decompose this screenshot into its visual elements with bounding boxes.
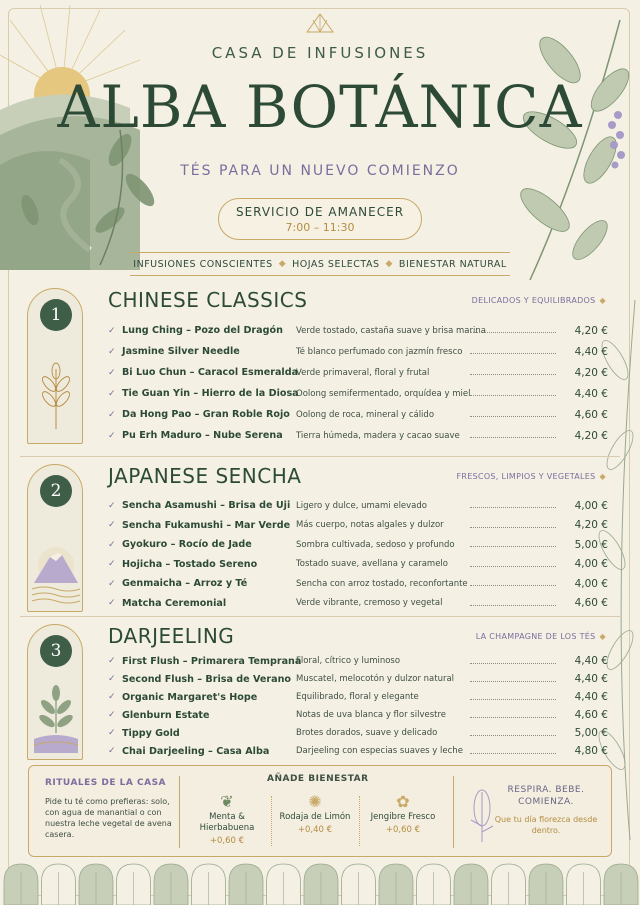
tea-name: Gyokuro – Rocío de Jade — [122, 539, 252, 551]
leaf-check-icon: ✓ — [108, 674, 116, 684]
tea-name: Chai Darjeeling – Casa Alba — [122, 745, 270, 757]
tea-list — [108, 496, 608, 613]
footer-divider — [179, 776, 180, 848]
section-darjeeling — [20, 624, 620, 764]
tea-name: Sencha Fukamushi – Mar Verde — [122, 519, 291, 531]
list-item — [108, 425, 608, 446]
leaf-check-icon: ✓ — [108, 430, 116, 441]
addon-price: +0,60 € — [209, 836, 245, 846]
arch-border-decoration — [0, 860, 640, 905]
section-divider — [20, 616, 620, 617]
list-item — [108, 742, 608, 760]
tea-price: 4,00 € — [574, 558, 608, 571]
section-title: CHINESE CLASSICS — [108, 288, 308, 312]
list-item — [108, 362, 608, 383]
list-item — [108, 341, 608, 362]
breath-words: RESPIRA. BEBE. COMIENZA. — [507, 785, 585, 807]
tagline: TÉS PARA UN NUEVO COMIENZO — [180, 163, 460, 179]
list-item — [108, 688, 608, 706]
tea-price: 4,60 € — [574, 597, 608, 610]
tea-name: Organic Margaret's Hope — [122, 691, 258, 703]
mint-leaf-icon: ❦ — [220, 792, 234, 811]
tea-sprig-icon — [38, 359, 74, 429]
service-hours: 7:00 – 11:30 — [285, 221, 355, 234]
tea-price: 4,00 € — [574, 577, 608, 590]
list-item — [108, 706, 608, 724]
brand-title: ALBA BOTÁNICA — [57, 73, 583, 141]
section-subtitle: LA CHAMPAGNE DE LOS TÉS ◆ — [475, 632, 606, 641]
rituals-text: Pide tu té como prefieras: solo, con agua de manantial o con nuestra leche vegetal de avena casera. — [45, 797, 172, 839]
addon-price: +0,40 € — [297, 825, 333, 835]
house-subtitle: CASA DE INFUSIONES — [211, 44, 429, 62]
tea-price: 4,40 € — [574, 673, 608, 685]
ribbon-item: BIENESTAR NATURAL — [398, 258, 507, 270]
dot-leader — [470, 507, 556, 508]
tea-price: 4,20 € — [574, 429, 608, 442]
section-chinese-classics — [20, 288, 620, 448]
addon-name: Rodaja de Limón — [279, 812, 351, 822]
tea-list — [108, 652, 608, 760]
tea-description: Verde vibrante, cremoso y vegetal — [296, 598, 443, 609]
fan-ornament-icon — [305, 12, 335, 34]
addon-divider — [271, 796, 272, 846]
dot-leader — [470, 585, 556, 586]
tea-list — [108, 320, 608, 446]
section-number: 2 — [40, 475, 72, 507]
dot-leader — [470, 717, 556, 718]
addon-mint — [187, 792, 267, 846]
section-japanese-sencha — [20, 464, 620, 614]
values-ribbon — [130, 252, 510, 276]
dot-leader — [470, 699, 556, 700]
leaf-check-icon: ✓ — [108, 746, 116, 756]
tea-description: Muscatel, melocotón y dulzor natural — [296, 674, 455, 684]
rituals-title: RITUALES DE LA CASA — [45, 778, 167, 788]
dot-leader — [470, 753, 556, 754]
leaf-check-icon: ✓ — [108, 578, 116, 589]
leaf-check-icon: ✓ — [108, 559, 116, 570]
tea-name: Tippy Gold — [122, 727, 180, 739]
tea-plant-icon — [32, 683, 80, 753]
dot-leader — [470, 566, 556, 567]
tea-name: Pu Erh Maduro – Nube Serena — [122, 430, 283, 441]
tea-name: Bi Luo Chun – Caracol Esmeralda — [122, 367, 299, 378]
leaf-check-icon: ✓ — [108, 710, 116, 720]
leaf-check-icon: ✓ — [108, 520, 116, 531]
ginger-icon: ✿ — [396, 792, 410, 811]
tea-name: Glenburn Estate — [122, 709, 210, 721]
leaf-check-icon: ✓ — [108, 367, 116, 378]
tea-description: Más cuerpo, notas algales y dulzor — [296, 520, 444, 531]
footer-panel — [28, 765, 612, 857]
ribbon-item: HOJAS SELECTAS — [292, 258, 380, 270]
leaf-check-icon: ✓ — [108, 346, 116, 357]
lemon-slice-icon: ✺ — [308, 792, 322, 811]
tea-description: Tierra húmeda, madera y cacao suave — [296, 430, 460, 441]
tea-name: Second Flush – Brisa de Verano — [122, 673, 292, 685]
tea-description: Verde tostado, castaña suave y brisa marina — [296, 325, 486, 336]
section-badge — [27, 624, 83, 760]
footer-divider — [453, 776, 454, 848]
list-item — [108, 535, 608, 555]
tea-name: Genmaicha – Arroz y Té — [122, 578, 248, 590]
tea-price: 4,20 € — [574, 324, 608, 337]
service-badge — [218, 198, 422, 240]
tea-price: 4,20 € — [574, 366, 608, 379]
tea-name: Jasmine Silver Needle — [122, 346, 240, 357]
tea-price: 4,40 € — [574, 691, 608, 703]
list-item — [108, 383, 608, 404]
dot-leader — [470, 527, 556, 528]
dot-leader — [470, 353, 556, 354]
dot-leader — [470, 546, 556, 547]
list-item — [108, 574, 608, 594]
dot-leader — [470, 735, 556, 736]
leaf-check-icon: ✓ — [108, 388, 116, 399]
tea-description: Sombra cultivada, sedoso y profundo — [296, 539, 455, 550]
tea-name: Tie Guan Yin – Hierro de la Diosa — [122, 388, 299, 399]
addon-ginger — [363, 792, 443, 835]
list-item — [108, 652, 608, 670]
addon-lemon — [275, 792, 355, 835]
dot-leader — [470, 374, 556, 375]
dot-leader — [470, 332, 556, 333]
tea-price: 4,80 € — [574, 745, 608, 757]
closing-message — [491, 784, 601, 836]
ribbon-item: INFUSIONES CONSCIENTES — [133, 258, 273, 270]
section-badge — [27, 288, 83, 444]
tea-description: Notas de uva blanca y flor silvestre — [296, 710, 447, 720]
tea-price: 4,60 € — [574, 408, 608, 421]
diamond-separator-icon: ◆ — [278, 259, 287, 269]
tea-name: Lung Ching – Pozo del Dragón — [122, 325, 283, 336]
section-title: JAPANESE SENCHA — [108, 464, 302, 488]
dot-leader — [470, 663, 556, 664]
diamond-separator-icon: ◆ — [385, 259, 393, 269]
tea-description: Té blanco perfumado con jazmín fresco — [296, 346, 463, 357]
dot-leader — [470, 437, 556, 438]
dot-leader — [470, 416, 556, 417]
section-subtitle: DELICADOS Y EQUILIBRADOS ◆ — [471, 296, 606, 305]
leaf-check-icon: ✓ — [108, 728, 116, 738]
tea-description: Verde primaveral, floral y frutal — [296, 367, 430, 378]
list-item — [108, 404, 608, 425]
tea-name: Matcha Ceremonial — [122, 597, 227, 609]
dot-leader — [470, 605, 556, 606]
addon-divider — [359, 796, 360, 846]
tea-name: First Flush – Primarera Temprana — [122, 655, 302, 667]
tea-description: Ligero y dulce, umami elevado — [296, 500, 427, 511]
section-badge — [27, 464, 83, 612]
list-item — [108, 496, 608, 516]
leaf-check-icon: ✓ — [108, 598, 116, 609]
section-subtitle: FRESCOS, LIMPIOS Y VEGETALES ◆ — [456, 472, 606, 481]
tea-price: 4,40 € — [574, 345, 608, 358]
tea-price: 4,40 € — [574, 655, 608, 667]
tea-price: 4,40 € — [574, 387, 608, 400]
tea-price: 5,00 € — [574, 538, 608, 551]
leaf-check-icon: ✓ — [108, 325, 116, 336]
tea-description: Brotes dorados, suave y delicado — [296, 728, 438, 738]
section-title: DARJEELING — [108, 624, 235, 648]
section-divider — [20, 456, 620, 457]
leaf-check-icon: ✓ — [108, 409, 116, 420]
addons-title: AÑADE BIENESTAR — [267, 774, 369, 784]
section-number: 3 — [40, 635, 72, 667]
leaf-check-icon: ✓ — [108, 539, 116, 550]
tea-description: Floral, cítrico y luminoso — [296, 656, 401, 666]
mountain-icon — [30, 535, 82, 605]
tea-price: 4,20 € — [574, 519, 608, 532]
tea-description: Tostado suave, avellana y caramelo — [296, 559, 448, 570]
tea-price: 4,60 € — [574, 709, 608, 721]
list-item — [108, 555, 608, 575]
addon-price: +0,60 € — [385, 825, 421, 835]
list-item — [108, 516, 608, 536]
tea-price: 5,00 € — [574, 727, 608, 739]
tea-description: Equilibrado, floral y elegante — [296, 692, 419, 702]
list-item — [108, 724, 608, 742]
list-item — [108, 320, 608, 341]
tea-name: Sencha Asamushi – Brisa de Uji — [122, 500, 291, 512]
section-number: 1 — [40, 299, 72, 331]
tea-description: Oolong semifermentado, orquídea y miel — [296, 388, 471, 399]
tea-name: Da Hong Pao – Gran Roble Rojo — [122, 409, 290, 420]
dot-leader — [470, 395, 556, 396]
list-item — [108, 670, 608, 688]
leaf-check-icon: ✓ — [108, 692, 116, 702]
addon-name: Jengibre Fresco — [370, 812, 436, 822]
tea-description: Darjeeling con especias suaves y leche — [296, 746, 463, 756]
closing-quote: Que tu día florezca desde dentro. — [494, 815, 598, 835]
tea-price: 4,00 € — [574, 499, 608, 512]
tea-description: Oolong de roca, mineral y cálido — [296, 409, 435, 420]
leaf-check-icon: ✓ — [108, 656, 116, 666]
dot-leader — [470, 681, 556, 682]
tea-description: Sencha con arroz tostado, reconfortante — [296, 578, 468, 589]
service-name: SERVICIO DE AMANECER — [235, 205, 405, 219]
tea-name: Hojicha – Tostado Sereno — [122, 558, 258, 570]
leaf-check-icon: ✓ — [108, 500, 116, 511]
list-item — [108, 594, 608, 614]
addon-name: Menta & Hierbabuena — [199, 812, 255, 833]
